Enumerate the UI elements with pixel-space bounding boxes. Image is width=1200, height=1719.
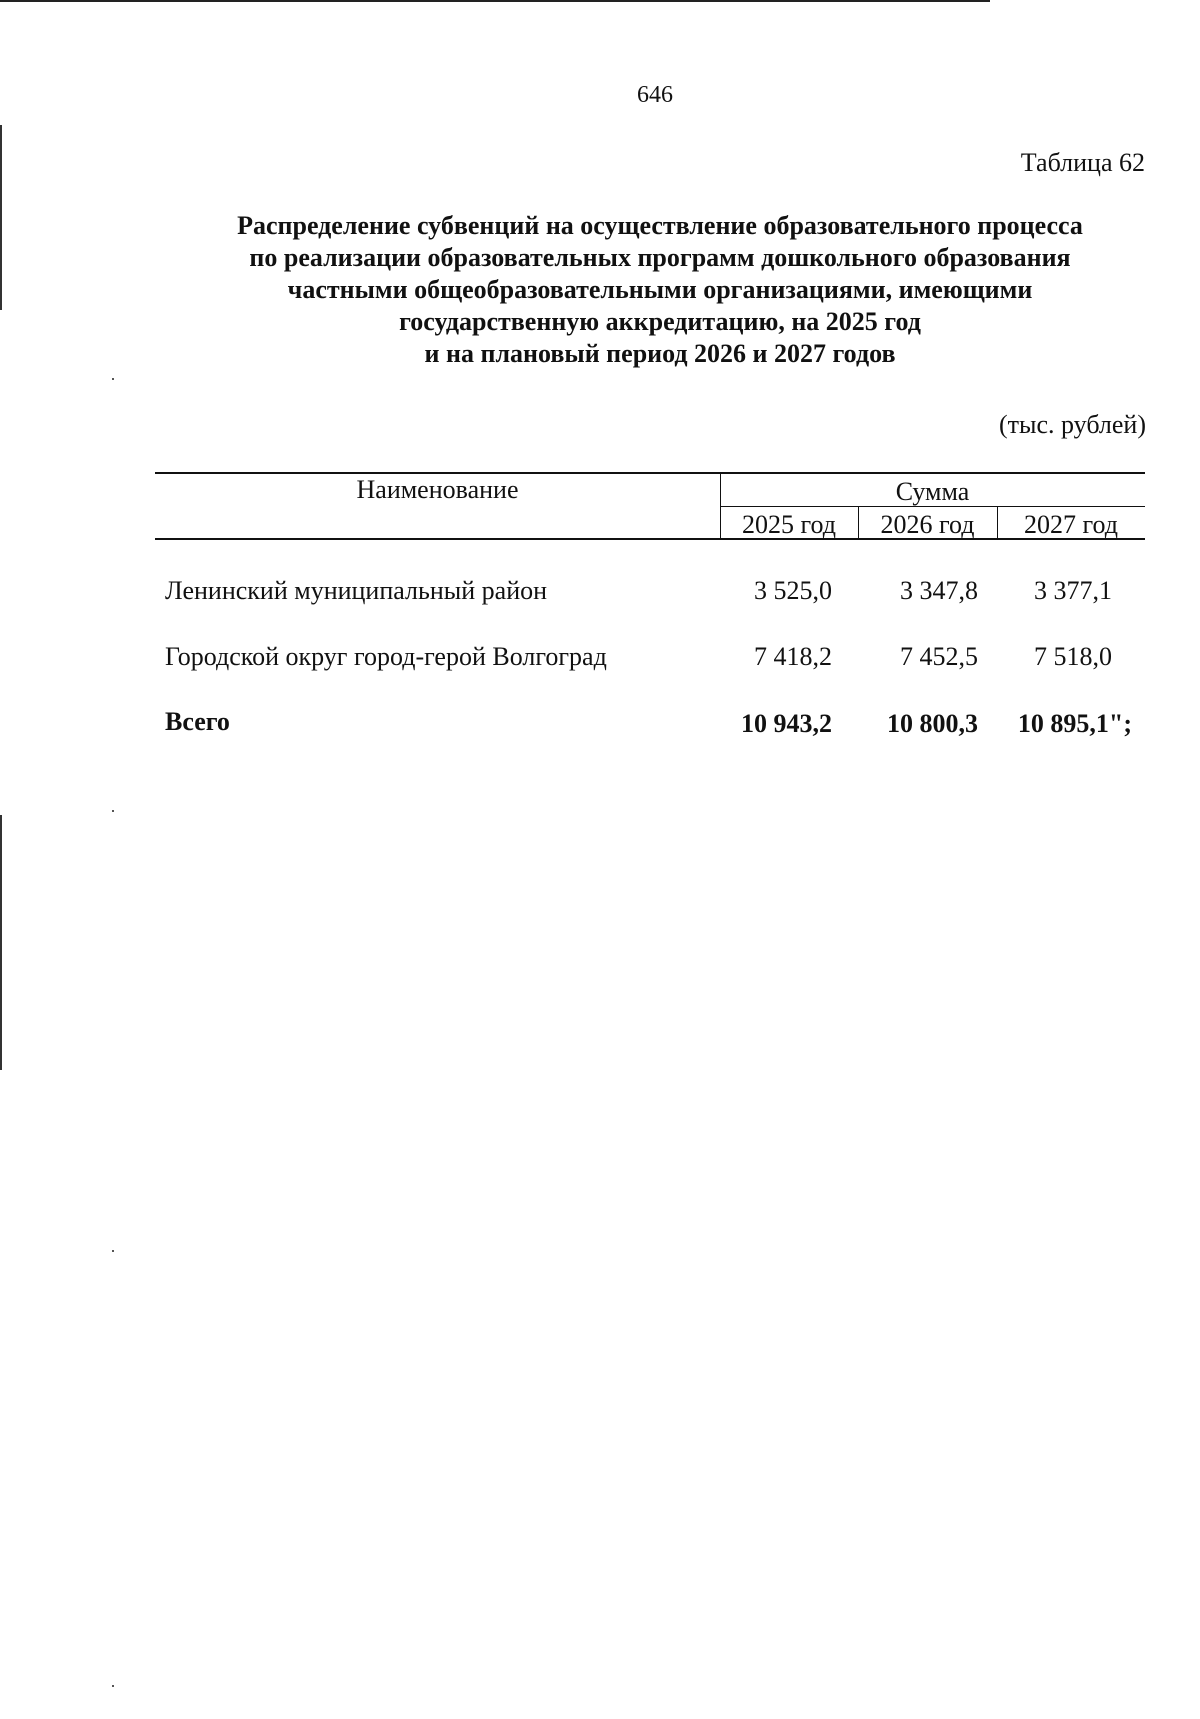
title-line: частными общеобразовательными организациями, имеющими [287,275,1033,304]
header-year-2026: 2026 год [880,510,975,539]
table-cell: 3 347,8 [900,576,978,605]
scan-edge-left [0,815,2,1070]
total-row-label: Всего [165,707,230,736]
table-cell: 3 377,1 [1034,576,1112,605]
table-caption: Таблица 62 [1020,148,1145,177]
header-year-2025: 2025 год [742,510,836,539]
header-year-2027: 2027 год [1024,510,1118,539]
total-cell: 10 895,1"; [1017,709,1132,738]
table-cell: 7 418,2 [754,642,832,671]
scan-tick [112,1250,114,1252]
title-line: государственную аккредитацию, на 2025 год [399,307,921,336]
scan-edge-left [0,125,2,310]
title-line: Распределение субвенций на осуществление образовательного процесса [237,211,1083,240]
page-number: 646 [637,82,673,108]
title-line: по реализации образовательных программ дошкольного образования [249,243,1071,272]
header-sum: Сумма [895,477,970,506]
total-cell: 10 800,3 [887,709,978,738]
title-line: и на плановый период 2026 и 2027 годов [424,339,896,368]
table-top-rule [155,472,1145,474]
table-row-name: Ленинский муниципальный район [165,576,548,605]
table-cell: 7 452,5 [900,642,978,671]
header-name: Наименование [356,475,519,504]
scan-border-top [0,0,990,2]
table-cell: 3 525,0 [754,576,832,605]
scan-tick [112,1685,114,1687]
scan-tick [112,810,114,812]
scan-tick [112,378,114,380]
units-label: (тыс. рублей) [998,410,1146,439]
total-cell: 10 943,2 [741,709,832,738]
table-cell: 7 518,0 [1034,642,1112,671]
document-title [150,210,1170,370]
table-row-name: Городской округ город-герой Волгоград [165,642,607,671]
